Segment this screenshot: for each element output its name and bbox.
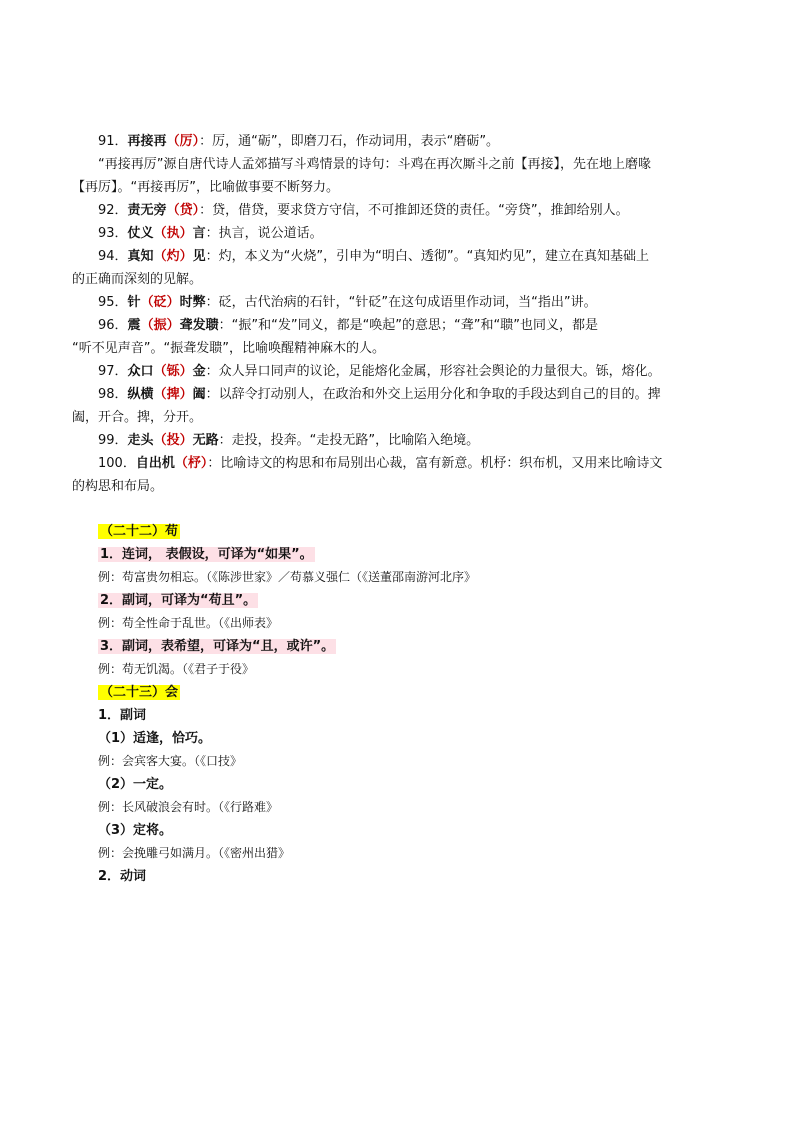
entry-92: 92．责无旁（贷）：贷，借贷，要求贷方守信，不可推卸还贷的责任。“旁贷”，推卸给别人。 — [98, 203, 629, 218]
section-22-item-1 — [72, 543, 722, 566]
entry-explanation: ：“振”和“发”同义，都是“唤起”的意思；“聋”和“聩”也同义，都是 — [218, 318, 598, 333]
entry-number: 99． — [98, 433, 128, 448]
section-22-item-2 — [72, 589, 722, 612]
example-line: 例：苟富贵勿相忘。（《陈涉世家》／苟慕义强仁（《送董邵南游河北序》 — [98, 570, 477, 584]
idiom-part: 纵横 — [127, 387, 154, 402]
key-char: 捭 — [166, 387, 180, 402]
example-line: 例：苟无饥渴。（《君子于役》 — [98, 662, 255, 676]
usage-subheading: 1．副词 — [98, 708, 147, 723]
usage-subheading: 2．动词 — [98, 869, 147, 884]
idiom-part: 走头 — [127, 433, 154, 448]
usage-label: （3）定将。 — [98, 823, 173, 838]
entry-explanation: ：比喻诗文的构思和布局别出心裁，富有新意。机杼：织布机，又用来比喻诗文 — [207, 456, 663, 471]
idiom-part: 金 — [192, 364, 206, 379]
entry-number: 92． — [98, 203, 128, 218]
key-char: 振 — [153, 318, 167, 333]
entry-96-cont: “听不见声音”。“振聋发聩”，比喻唤醒精神麻木的人。 — [72, 341, 385, 356]
entry-number: 97． — [98, 364, 128, 379]
entry-91: 91．再接再（厉）：厉，通“砺”，即磨刀石，作动词用，表示“磨砺”。 — [98, 134, 500, 149]
section-22 — [72, 520, 722, 543]
entry-100-cont: 的构思和布局。 — [72, 479, 164, 494]
idiom-part: 自出机 — [135, 456, 175, 471]
example-line: 例：长风破浪会有时。（《行路难》 — [98, 800, 279, 814]
usage-label: （2）一定。 — [98, 777, 173, 792]
entry-number: 98． — [98, 387, 128, 402]
entry-98-cont: 阖，开合。捭，分开。 — [72, 410, 203, 425]
idiom-part: 时弊 — [179, 295, 206, 310]
idiom-part: 真知 — [127, 249, 154, 264]
entry-explanation: ：贷，借贷，要求贷方守信，不可推卸还贷的责任。“旁贷”，推卸给别人。 — [199, 203, 629, 218]
example-line: 例：会宾客大宴。（《口技》 — [98, 754, 243, 768]
entry-explanation: ：灼，本义为“火烧”，引申为“明白、透彻”。“真知灼见”，建立在真知基础上 — [205, 249, 650, 264]
section-22-item-3 — [72, 635, 722, 658]
entry-98: 98．纵横（捭）阖：以辞令打动别人，在政治和外交上运用分化和争取的手段达到自己的目的。捭 — [98, 387, 661, 402]
entry-96: 96．震（振）聋发聩：“振”和“发”同义，都是“唤起”的意思；“聋”和“聩”也同义，都是 — [98, 318, 598, 333]
key-char: 铄 — [166, 364, 180, 379]
entry-number: 95． — [98, 295, 128, 310]
key-char: 砭 — [153, 295, 167, 310]
entry-97: 97．众口（铄）金：众人异口同声的议论，足能熔化金属，形容社会舆论的力量很大。铄，熔化。 — [98, 364, 661, 379]
entry-number: 93． — [98, 226, 128, 241]
idiom-part: 阖 — [192, 387, 206, 402]
key-char: 灼 — [166, 249, 180, 264]
usage-label: （1）适逢，恰巧。 — [98, 731, 212, 746]
idiom-part: 责无旁 — [127, 203, 167, 218]
key-char: 执 — [166, 226, 180, 241]
entry-number: 100． — [98, 456, 136, 471]
entry-93: 93．仗义（执）言：执言，说公道话。 — [98, 226, 323, 241]
idiom-part: 见 — [192, 249, 206, 264]
usage-label: 2．副词，可译为“苟且”。 — [100, 593, 257, 608]
section-23 — [72, 681, 722, 704]
entry-91-note-a: “再接再厉”源自唐代诗人孟郊描写斗鸡情景的诗句：斗鸡在再次厮斗之前【再接】，先在地上磨喙 — [98, 157, 651, 172]
entry-94-cont: 的正确而深刻的见解。 — [72, 272, 203, 287]
entry-number: 94． — [98, 249, 128, 264]
idiom-part: 聋发聩 — [179, 318, 219, 333]
document-page — [72, 130, 722, 888]
entry-explanation: ：执言，说公道话。 — [205, 226, 323, 241]
entry-94: 94．真知（灼）见：灼，本义为“火烧”，引申为“明白、透彻”。“真知灼见”，建立在真知基础上 — [98, 249, 650, 264]
entry-explanation: ：以辞令打动别人，在政治和外交上运用分化和争取的手段达到自己的目的。捭 — [205, 387, 661, 402]
key-char: 贷 — [179, 203, 193, 218]
entry-number: 91． — [98, 134, 128, 149]
idiom-part: 震 — [127, 318, 141, 333]
entry-100: 100．自出机（杼）：比喻诗文的构思和布局别出心裁，富有新意。机杼：织布机，又用来比喻诗文 — [98, 456, 663, 471]
usage-label: 1．连词， 表假设，可译为“如果”。 — [100, 547, 313, 562]
entry-99: 99．走头（投）无路：走投，投奔。“走投无路”，比喻陷入绝境。 — [98, 433, 480, 448]
idiom-part: 针 — [127, 295, 141, 310]
idiom-part: 再接再 — [127, 134, 167, 149]
idiom-part: 众口 — [127, 364, 154, 379]
idiom-part: 无路 — [192, 433, 219, 448]
entry-95: 95．针（砭）时弊：砭，古代治病的石针，“针砭”在这句成语里作动词，当“指出”讲。 — [98, 295, 597, 310]
key-char: 杼 — [187, 456, 201, 471]
example-line: 例：会挽雕弓如满月。（《密州出猎》 — [98, 846, 291, 860]
entry-explanation: ：厉，通“砺”，即磨刀石，作动词用，表示“磨砺”。 — [199, 134, 500, 149]
key-char: 厉 — [179, 134, 193, 149]
entry-number: 96． — [98, 318, 128, 333]
entry-91-note-b: 【再厉】。“再接再厉”，比喻做事要不断努力。 — [72, 180, 339, 195]
key-char: 投 — [166, 433, 180, 448]
entry-explanation: ：砭，古代治病的石针，“针砭”在这句成语里作动词，当“指出”讲。 — [205, 295, 597, 310]
entry-explanation: ：众人异口同声的议论，足能熔化金属，形容社会舆论的力量很大。铄，熔化。 — [205, 364, 661, 379]
section-heading: （二十三）会 — [100, 685, 179, 700]
usage-label: 3．副词，表希望，可译为“且，或许”。 — [100, 639, 335, 654]
idiom-part: 言 — [192, 226, 206, 241]
section-heading: （二十二）苟 — [100, 524, 179, 539]
idiom-part: 仗义 — [127, 226, 154, 241]
entry-explanation: ：走投，投奔。“走投无路”，比喻陷入绝境。 — [218, 433, 480, 448]
example-line: 例：苟全性命于乱世。（《出师表》 — [98, 616, 279, 630]
